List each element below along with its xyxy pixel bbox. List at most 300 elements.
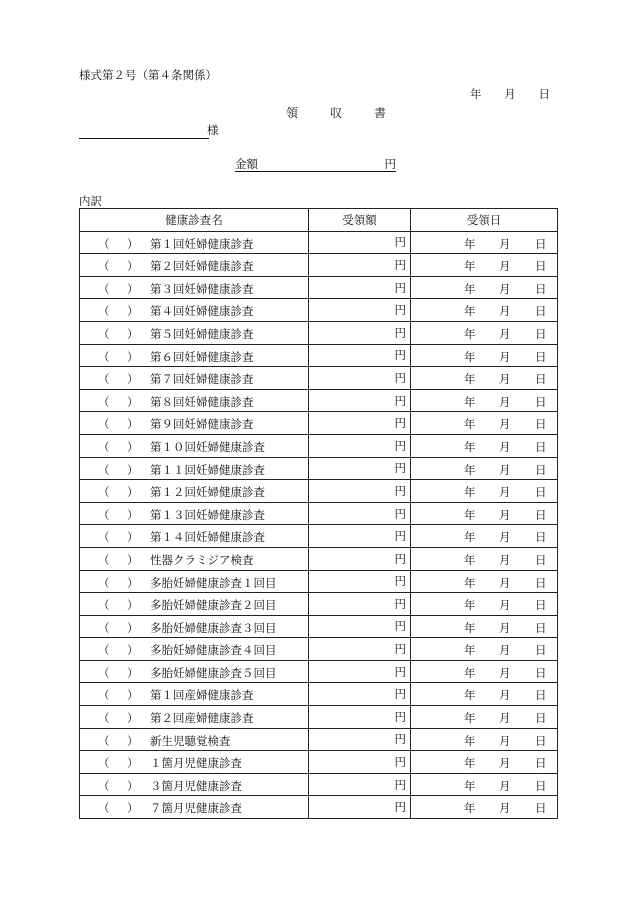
yen-label: 円 (394, 325, 406, 340)
checkup-name-cell (80, 615, 309, 638)
checkup-name: ３箇月児健康診査 (150, 778, 242, 793)
date-cell (411, 570, 558, 593)
table-row (80, 570, 558, 593)
checkup-name: 性器クラミジア検査 (150, 552, 254, 567)
yen-label: 円 (394, 551, 406, 566)
checkbox-close-paren: ） (127, 665, 139, 680)
month-label: 月 (499, 665, 511, 680)
table-row (80, 502, 558, 525)
amount-cell (309, 773, 411, 796)
date-cell (411, 434, 558, 457)
checkbox-close-paren: ） (127, 236, 139, 251)
checkbox-close-paren: ） (127, 507, 139, 522)
date-cell (411, 344, 558, 367)
checkup-name: 第８回妊婦健康診査 (150, 394, 254, 409)
checkbox-open-paren: （ (98, 801, 110, 816)
checkbox-open-paren: （ (98, 372, 110, 387)
table-row (80, 434, 558, 457)
date-cell (411, 638, 558, 661)
date-cell (411, 457, 558, 480)
table-row (80, 276, 558, 299)
year-label: 年 (464, 349, 476, 364)
checkbox-open-paren: （ (98, 485, 110, 500)
amount-cell (309, 660, 411, 683)
breakdown-table (79, 208, 558, 819)
day-label: 日 (535, 778, 547, 793)
amount-cell (309, 728, 411, 751)
year-label: 年 (464, 462, 476, 477)
date-cell (411, 367, 558, 390)
date-cell (411, 615, 558, 638)
day-label: 日 (535, 259, 547, 274)
day-label: 日 (535, 575, 547, 590)
day-label: 日 (535, 801, 547, 816)
year-label: 年 (464, 417, 476, 432)
checkup-name-cell (80, 321, 309, 344)
checkbox-close-paren: ） (127, 801, 139, 816)
issue-date-line (470, 86, 550, 102)
month-label: 月 (499, 349, 511, 364)
checkbox-close-paren: ） (127, 598, 139, 613)
yen-label: 円 (394, 280, 406, 295)
date-cell (411, 525, 558, 548)
amount-cell (309, 457, 411, 480)
year-label: 年 (464, 711, 476, 726)
date-cell (411, 660, 558, 683)
checkbox-open-paren: （ (98, 620, 110, 635)
checkup-name: 第７回妊婦健康診査 (150, 372, 254, 387)
checkbox-close-paren: ） (127, 530, 139, 545)
checkup-name-cell (80, 434, 309, 457)
year-label: 年 (464, 665, 476, 680)
checkup-name: 第１回妊婦健康診査 (150, 236, 254, 251)
amount-cell (309, 367, 411, 390)
checkup-name-cell (80, 525, 309, 548)
checkup-name-cell (80, 276, 309, 299)
amount-cell (309, 615, 411, 638)
amount-cell (309, 254, 411, 277)
header-amount: 受領額 (309, 209, 411, 232)
checkbox-close-paren: ） (127, 394, 139, 409)
checkbox-open-paren: （ (98, 236, 110, 251)
yen-label: 円 (394, 348, 406, 363)
year-label: 年 (464, 688, 476, 703)
yen-label: 円 (394, 506, 406, 521)
yen-label: 円 (394, 619, 406, 634)
yen-label: 円 (394, 461, 406, 476)
table-row (80, 525, 558, 548)
day-label: 日 (538, 87, 550, 101)
checkup-name-cell (80, 367, 309, 390)
amount-cell (309, 276, 411, 299)
day-label: 日 (535, 688, 547, 703)
checkbox-open-paren: （ (98, 394, 110, 409)
checkbox-close-paren: ） (127, 733, 139, 748)
day-label: 日 (535, 304, 547, 319)
yen-label: 円 (394, 574, 406, 589)
yen-label: 円 (394, 303, 406, 318)
table-row (80, 254, 558, 277)
amount-cell (309, 344, 411, 367)
checkbox-open-paren: （ (98, 711, 110, 726)
month-label: 月 (504, 87, 516, 101)
day-label: 日 (535, 643, 547, 658)
table-row (80, 706, 558, 729)
year-label: 年 (464, 575, 476, 590)
day-label: 日 (535, 417, 547, 432)
checkup-name-cell (80, 457, 309, 480)
table-row (80, 796, 558, 819)
checkup-name: 第５回妊婦健康診査 (150, 326, 254, 341)
checkbox-open-paren: （ (98, 507, 110, 522)
amount-cell (309, 706, 411, 729)
checkbox-open-paren: （ (98, 281, 110, 296)
date-cell (411, 254, 558, 277)
day-label: 日 (535, 485, 547, 500)
month-label: 月 (499, 462, 511, 477)
checkup-name-cell (80, 254, 309, 277)
checkup-name-cell (80, 751, 309, 774)
yen-label: 円 (394, 257, 406, 272)
year-label: 年 (464, 756, 476, 771)
day-label: 日 (535, 711, 547, 726)
checkup-name: 新生児聴覚検査 (150, 733, 231, 748)
table-row (80, 389, 558, 412)
checkup-name: 第１４回妊婦健康診査 (150, 530, 265, 545)
amount-cell (309, 751, 411, 774)
table-row (80, 457, 558, 480)
checkup-name: ７箇月児健康診査 (150, 801, 242, 816)
table-row (80, 638, 558, 661)
checkup-name-cell (80, 502, 309, 525)
checkup-name: 第６回妊婦健康診査 (150, 349, 254, 364)
form-number: 様式第２号（第４条関係） (79, 68, 217, 82)
yen-label: 円 (394, 370, 406, 385)
month-label: 月 (499, 711, 511, 726)
checkbox-close-paren: ） (127, 688, 139, 703)
year-label: 年 (464, 552, 476, 567)
date-cell (411, 683, 558, 706)
amount-cell (309, 321, 411, 344)
amount-cell (309, 299, 411, 322)
checkup-name: 第１３回妊婦健康診査 (150, 507, 265, 522)
year-label: 年 (464, 733, 476, 748)
table-row (80, 547, 558, 570)
year-label: 年 (464, 281, 476, 296)
yen-label: 円 (394, 596, 406, 611)
table-row (80, 231, 558, 254)
date-cell (411, 480, 558, 503)
month-label: 月 (499, 620, 511, 635)
checkbox-open-paren: （ (98, 665, 110, 680)
yen-label: 円 (394, 529, 406, 544)
month-label: 月 (499, 733, 511, 748)
checkbox-close-paren: ） (127, 417, 139, 432)
header-date: 受領日 (411, 209, 558, 232)
year-label: 年 (464, 485, 476, 500)
day-label: 日 (535, 552, 547, 567)
payee-suffix: 様 (207, 123, 219, 137)
checkup-name-cell (80, 683, 309, 706)
year-label: 年 (470, 87, 482, 101)
yen-label: 円 (394, 393, 406, 408)
checkbox-open-paren: （ (98, 462, 110, 477)
checkbox-close-paren: ） (127, 485, 139, 500)
month-label: 月 (499, 778, 511, 793)
day-label: 日 (535, 462, 547, 477)
checkup-name: 第１回産婦健康診査 (150, 688, 254, 703)
checkup-name-cell (80, 570, 309, 593)
checkup-name: 多胎妊婦健康診査２回目 (150, 598, 277, 613)
yen-label: 円 (394, 777, 406, 792)
yen-label: 円 (394, 642, 406, 657)
date-cell (411, 321, 558, 344)
checkbox-open-paren: （ (98, 688, 110, 703)
month-label: 月 (499, 598, 511, 613)
table-row (80, 728, 558, 751)
year-label: 年 (464, 439, 476, 454)
checkup-name-cell (80, 480, 309, 503)
checkbox-close-paren: ） (127, 372, 139, 387)
checkbox-open-paren: （ (98, 530, 110, 545)
month-label: 月 (499, 304, 511, 319)
date-cell (411, 728, 558, 751)
table-row (80, 683, 558, 706)
year-label: 年 (464, 778, 476, 793)
year-label: 年 (464, 394, 476, 409)
checkup-name-cell (80, 412, 309, 435)
checkbox-open-paren: （ (98, 417, 110, 432)
month-label: 月 (499, 372, 511, 387)
date-cell (411, 751, 558, 774)
day-label: 日 (535, 665, 547, 680)
amount-cell (309, 683, 411, 706)
date-cell (411, 276, 558, 299)
checkbox-close-paren: ） (127, 620, 139, 635)
day-label: 日 (535, 372, 547, 387)
month-label: 月 (499, 756, 511, 771)
month-label: 月 (499, 507, 511, 522)
date-cell (411, 593, 558, 616)
checkbox-close-paren: ） (127, 439, 139, 454)
year-label: 年 (464, 304, 476, 319)
amount-line (235, 157, 396, 172)
checkup-name-cell (80, 547, 309, 570)
year-label: 年 (464, 643, 476, 658)
day-label: 日 (535, 281, 547, 296)
year-label: 年 (464, 372, 476, 387)
checkup-name-cell (80, 660, 309, 683)
checkup-name: 第２回妊婦健康診査 (150, 259, 254, 274)
month-label: 月 (499, 394, 511, 409)
checkup-name-cell (80, 796, 309, 819)
yen-label: 円 (394, 800, 406, 815)
checkbox-open-paren: （ (98, 439, 110, 454)
table-row (80, 367, 558, 390)
month-label: 月 (499, 326, 511, 341)
checkup-name-cell (80, 344, 309, 367)
checkbox-close-paren: ） (127, 756, 139, 771)
day-label: 日 (535, 756, 547, 771)
month-label: 月 (499, 643, 511, 658)
checkup-name: 第１２回妊婦健康診査 (150, 485, 265, 500)
amount-cell (309, 231, 411, 254)
date-cell (411, 547, 558, 570)
day-label: 日 (535, 530, 547, 545)
payee-name-line (79, 124, 209, 139)
checkbox-open-paren: （ (98, 778, 110, 793)
month-label: 月 (499, 417, 511, 432)
day-label: 日 (535, 439, 547, 454)
checkbox-close-paren: ） (127, 462, 139, 477)
table-row (80, 321, 558, 344)
checkup-name: 多胎妊婦健康診査１回目 (150, 575, 277, 590)
amount-cell (309, 638, 411, 661)
document-title: 領 収 書 (286, 106, 397, 120)
checkbox-close-paren: ） (127, 778, 139, 793)
checkbox-close-paren: ） (127, 552, 139, 567)
month-label: 月 (499, 236, 511, 251)
date-cell (411, 502, 558, 525)
amount-cell (309, 547, 411, 570)
checkbox-close-paren: ） (127, 575, 139, 590)
date-cell (411, 773, 558, 796)
checkup-name: 第２回産婦健康診査 (150, 711, 254, 726)
checkup-name: 第３回妊婦健康診査 (150, 281, 254, 296)
year-label: 年 (464, 598, 476, 613)
yen-label: 円 (394, 755, 406, 770)
checkbox-open-paren: （ (98, 349, 110, 364)
checkup-name: 第１０回妊婦健康診査 (150, 439, 265, 454)
checkbox-close-paren: ） (127, 281, 139, 296)
date-cell (411, 389, 558, 412)
amount-cell (309, 412, 411, 435)
month-label: 月 (499, 688, 511, 703)
checkbox-open-paren: （ (98, 259, 110, 274)
breakdown-label: 内訳 (79, 194, 102, 208)
table-row (80, 480, 558, 503)
checkbox-close-paren: ） (127, 349, 139, 364)
checkbox-open-paren: （ (98, 575, 110, 590)
checkbox-open-paren: （ (98, 756, 110, 771)
month-label: 月 (499, 575, 511, 590)
checkup-name-cell (80, 389, 309, 412)
day-label: 日 (535, 598, 547, 613)
checkup-name-cell (80, 728, 309, 751)
table-header-row (80, 209, 558, 232)
checkbox-close-paren: ） (127, 259, 139, 274)
day-label: 日 (535, 394, 547, 409)
date-cell (411, 299, 558, 322)
yen-label: 円 (394, 483, 406, 498)
year-label: 年 (464, 236, 476, 251)
year-label: 年 (464, 620, 476, 635)
amount-unit: 円 (384, 157, 396, 171)
amount-cell (309, 434, 411, 457)
checkup-name: 多胎妊婦健康診査４回目 (150, 643, 277, 658)
table-row (80, 299, 558, 322)
checkbox-close-paren: ） (127, 711, 139, 726)
checkup-name: 第４回妊婦健康診査 (150, 304, 254, 319)
day-label: 日 (535, 733, 547, 748)
checkup-name: 第１１回妊婦健康診査 (150, 462, 265, 477)
checkup-name: 多胎妊婦健康診査５回目 (150, 665, 277, 680)
checkbox-open-paren: （ (98, 643, 110, 658)
amount-cell (309, 480, 411, 503)
month-label: 月 (499, 801, 511, 816)
date-cell (411, 231, 558, 254)
month-label: 月 (499, 552, 511, 567)
checkbox-open-paren: （ (98, 598, 110, 613)
checkbox-open-paren: （ (98, 304, 110, 319)
checkup-name: １箇月児健康診査 (150, 756, 242, 771)
checkup-name-cell (80, 638, 309, 661)
yen-label: 円 (394, 438, 406, 453)
table-row (80, 412, 558, 435)
amount-cell (309, 593, 411, 616)
date-cell (411, 706, 558, 729)
amount-cell (309, 796, 411, 819)
yen-label: 円 (394, 732, 406, 747)
table-row (80, 773, 558, 796)
month-label: 月 (499, 485, 511, 500)
table-row (80, 344, 558, 367)
yen-label: 円 (394, 235, 406, 250)
checkbox-close-paren: ） (127, 643, 139, 658)
day-label: 日 (535, 507, 547, 522)
year-label: 年 (464, 326, 476, 341)
day-label: 日 (535, 326, 547, 341)
checkup-name-cell (80, 593, 309, 616)
year-label: 年 (464, 259, 476, 274)
checkup-name-cell (80, 299, 309, 322)
checkbox-open-paren: （ (98, 733, 110, 748)
amount-label: 金額 (235, 157, 258, 171)
yen-label: 円 (394, 416, 406, 431)
amount-cell (309, 502, 411, 525)
month-label: 月 (499, 439, 511, 454)
amount-cell (309, 570, 411, 593)
year-label: 年 (464, 801, 476, 816)
yen-label: 円 (394, 664, 406, 679)
checkbox-close-paren: ） (127, 304, 139, 319)
amount-cell (309, 525, 411, 548)
table-row (80, 660, 558, 683)
day-label: 日 (535, 349, 547, 364)
checkup-name-cell (80, 231, 309, 254)
checkup-name: 第９回妊婦健康診査 (150, 417, 254, 432)
checkbox-open-paren: （ (98, 326, 110, 341)
month-label: 月 (499, 281, 511, 296)
yen-label: 円 (394, 709, 406, 724)
yen-label: 円 (394, 687, 406, 702)
table-row (80, 751, 558, 774)
checkup-name-cell (80, 706, 309, 729)
checkbox-open-paren: （ (98, 552, 110, 567)
month-label: 月 (499, 530, 511, 545)
month-label: 月 (499, 259, 511, 274)
day-label: 日 (535, 620, 547, 635)
date-cell (411, 796, 558, 819)
table-row (80, 615, 558, 638)
year-label: 年 (464, 530, 476, 545)
checkbox-close-paren: ） (127, 326, 139, 341)
date-cell (411, 412, 558, 435)
header-checkup-name: 健康診査名 (80, 209, 309, 232)
amount-cell (309, 389, 411, 412)
table-row (80, 593, 558, 616)
checkup-name: 多胎妊婦健康診査３回目 (150, 620, 277, 635)
